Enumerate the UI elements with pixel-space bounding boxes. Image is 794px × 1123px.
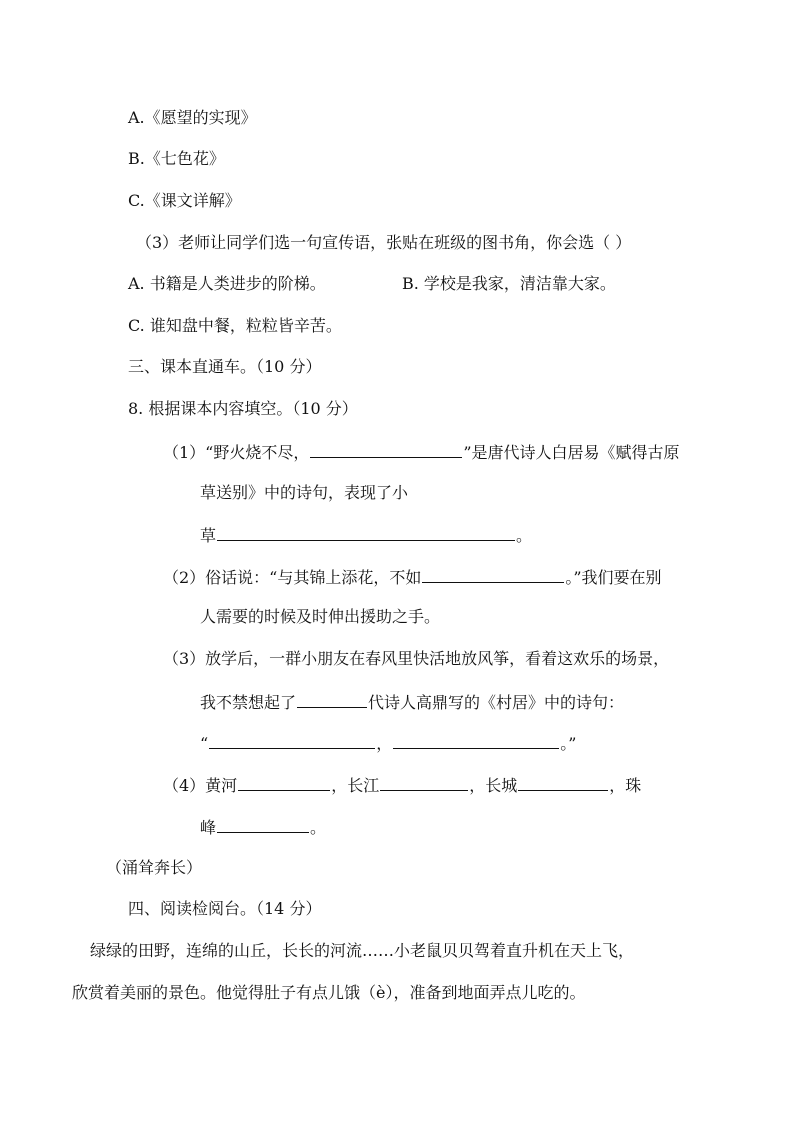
q3-option-c: C. 谁知盘中餐，粒粒皆辛苦。 — [128, 316, 342, 335]
option-b: B.《七色花》 — [128, 149, 225, 168]
item1-text-d: 草 — [200, 526, 217, 545]
q8-item3-line2 — [200, 689, 624, 713]
q8-item1-line3 — [200, 522, 532, 546]
q8-item4-line1 — [163, 772, 641, 796]
blank-10[interactable] — [217, 814, 309, 833]
item4-text-e: 峰 — [200, 818, 217, 837]
q3-option-a: A. 书籍是人类进步的阶梯。 — [128, 274, 326, 293]
item3-text-e: ， — [376, 734, 393, 753]
blank-2[interactable] — [217, 522, 515, 541]
item2-text-c: 人需要的时候及时伸出援助之手。 — [200, 607, 441, 626]
reading-para-line2: 欣赏着美丽的景色。他觉得肚子有点儿饿（è），准备到地面弄点儿吃的。 — [72, 983, 586, 1002]
item4-text-d: ，珠 — [609, 776, 642, 795]
item3-text-a: （3）放学后，一群小朋友在春风里快活地放风筝，看着这欢乐的场景， — [163, 649, 670, 668]
item1-text-c: 草送别》中的诗句，表现了小 — [200, 483, 409, 502]
item4-text-a: （4）黄河 — [163, 776, 238, 795]
idiom-hint: （涌耸奔长） — [106, 858, 203, 877]
blank-3[interactable] — [422, 564, 564, 583]
q8-item3-line3 — [200, 730, 576, 754]
item1-text-e: 。 — [516, 526, 533, 545]
option-a: A.《愿望的实现》 — [128, 108, 257, 127]
q3-option-b: B. 学校是我家，清洁靠大家。 — [402, 274, 616, 293]
section3-title: 三、课本直通车。（10 分） — [128, 357, 322, 376]
q8-item4-line2 — [200, 814, 326, 838]
blank-6[interactable] — [393, 730, 559, 749]
item3-text-d: “ — [200, 734, 209, 753]
option-c: C.《课文详解》 — [128, 191, 241, 210]
item4-text-b: ，长江 — [331, 776, 380, 795]
item1-text-a: （1）“野火烧不尽， — [163, 443, 310, 462]
item2-text-b: 。”我们要在别 — [565, 568, 662, 587]
item3-text-f: 。” — [560, 734, 577, 753]
item3-text-c: 代诗人高鼎写的《村居》中的诗句： — [368, 693, 625, 712]
q8-title: 8. 根据课本内容填空。（10 分） — [128, 399, 358, 418]
item3-text-b: 我不禁想起了 — [200, 693, 297, 712]
blank-9[interactable] — [518, 772, 608, 791]
item1-text-b: ”是唐代诗人白居易《赋得古原 — [463, 443, 680, 462]
blank-1[interactable] — [310, 439, 462, 458]
q3-stem: （3）老师让同学们选一句宣传语，张贴在班级的图书角，你会选（ ） — [136, 233, 632, 252]
blank-8[interactable] — [380, 772, 468, 791]
item4-text-f: 。 — [310, 818, 327, 837]
q8-item1-line1 — [163, 439, 680, 463]
reading-para-line1: 绿绿的田野，连绵的山丘，长长的河流……小老鼠贝贝驾着直升机在天上飞， — [90, 941, 635, 960]
blank-7[interactable] — [238, 772, 330, 791]
section4-title: 四、阅读检阅台。（14 分） — [128, 899, 322, 918]
q8-item2-line1 — [163, 564, 662, 588]
blank-4[interactable] — [297, 689, 367, 708]
item2-text-a: （2）俗话说：“与其锦上添花，不如 — [163, 568, 422, 587]
item4-text-c: ，长城 — [469, 776, 518, 795]
blank-5[interactable] — [209, 730, 375, 749]
